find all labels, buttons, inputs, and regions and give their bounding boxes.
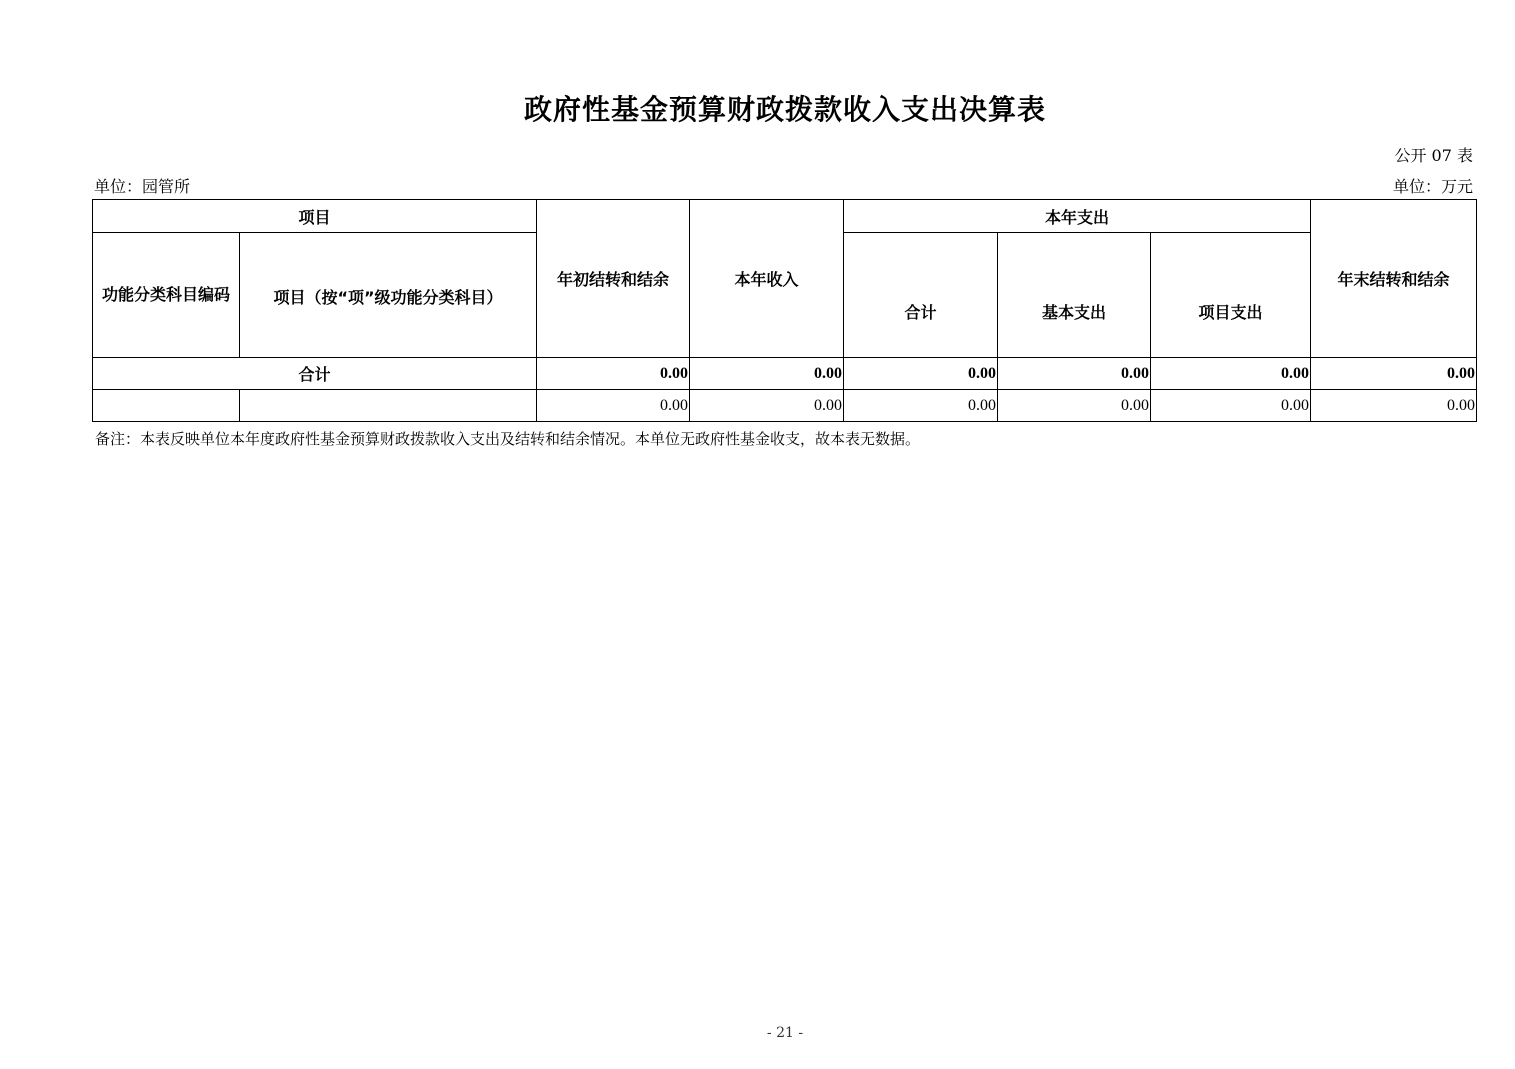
total-expense-total: 0.00: [844, 358, 998, 390]
total-begin-balance: 0.00: [537, 358, 690, 390]
total-basic-expense: 0.00: [998, 358, 1151, 390]
header-expense-group: 本年支出: [844, 200, 1311, 233]
total-income: 0.00: [690, 358, 844, 390]
header-code: 功能分类科目编码: [93, 233, 240, 358]
row-income: 0.00: [690, 390, 844, 422]
row-basic-expense: 0.00: [998, 390, 1151, 422]
header-item: 项目（按“项”级功能分类科目）: [240, 233, 537, 358]
footnote: 备注：本表反映单位本年度政府性基金预算财政拨款收入支出及结转和结余情况。本单位无政府性基金收支，故本表无数据。: [95, 430, 921, 448]
unit-organization: 单位：园管所: [94, 177, 191, 196]
row-begin-balance: 0.00: [537, 390, 690, 422]
header-expense-total: 合计: [844, 233, 998, 358]
page-number: - 21 -: [766, 1025, 804, 1041]
unit-currency: 单位：万元: [1392, 177, 1473, 196]
page-title: 政府性基金预算财政拨款收入支出决算表: [523, 93, 1046, 126]
header-begin-balance: 年初结转和结余: [537, 200, 690, 358]
row-end-balance: 0.00: [1311, 390, 1477, 422]
total-row: [93, 358, 1477, 390]
form-number: 公开 07 表: [1394, 146, 1473, 165]
header-income: 本年收入: [690, 200, 844, 358]
table-row: [93, 390, 1477, 422]
total-project-expense: 0.00: [1151, 358, 1311, 390]
report-table: [92, 199, 1477, 422]
header-basic-expense: 基本支出: [998, 233, 1151, 358]
header-end-balance: 年末结转和结余: [1311, 200, 1477, 358]
row-project-expense: 0.00: [1151, 390, 1311, 422]
row-item: [240, 390, 537, 422]
row-expense-total: 0.00: [844, 390, 998, 422]
header-project-expense: 项目支出: [1151, 233, 1311, 358]
row-code: [93, 390, 240, 422]
header-project: 项目: [93, 200, 537, 233]
total-end-balance: 0.00: [1311, 358, 1477, 390]
total-label: 合计: [93, 358, 537, 390]
